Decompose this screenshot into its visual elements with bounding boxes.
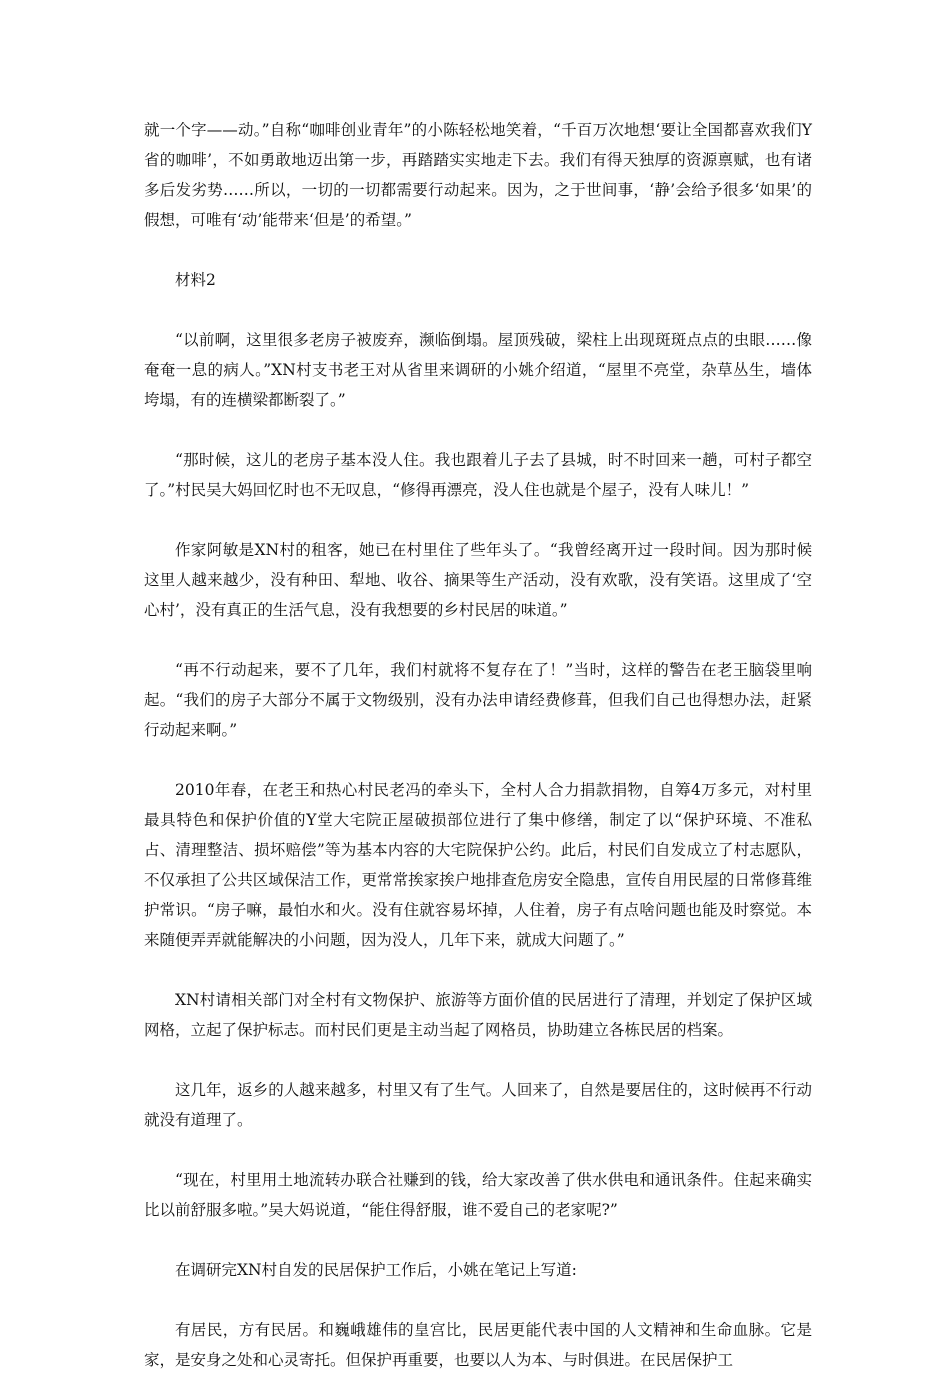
paragraph: “那时候，这儿的老房子基本没人住。我也跟着儿子去了县城，时不时回来一趟，可村子都空了。”村民吴大妈回忆时也不无叹息，“修得再漂亮，没人住也就是个屋子，没有人味儿！” <box>144 451 812 499</box>
paragraph: 这几年，返乡的人越来越多，村里又有了生气。人回来了，自然是要居住的，这时候再不行动就没有道理了。 <box>144 1081 812 1129</box>
paragraph: 在调研完XN村自发的民居保护工作后，小姚在笔记上写道: <box>175 1261 577 1279</box>
paragraph: “再不行动起来，要不了几年，我们村就将不复存在了！”当时，这样的警告在老王脑袋里响起。“我们的房子大部分不属于文物级别，没有办法申请经费修葺，但我们自己也得想办法，赶紧行动起来啊。” <box>144 661 812 739</box>
paragraph-intro: 就一个字——动。”自称“咖啡创业青年”的小陈轻松地笑着，“千百万次地想‘要让全国都喜欢我们Y省的咖啡’，不如勇敢地迈出第一步，再踏踏实实地走下去。我们有得天独厚的资源禀赋，也有诸多后发劣势……所以，一切的一切都需要行动起来。因为，之于世间事，‘静’会给予很多‘如果’的假想，可唯有‘动’能带来‘但是’的希望。” <box>144 121 812 229</box>
paragraph: “现在，村里用土地流转办联合社赚到的钱，给大家改善了供水供电和通讯条件。住起来确实比以前舒服多啦。”吴大妈说道，“能住得舒服，谁不爱自己的老家呢?” <box>144 1171 812 1219</box>
section-heading-material-2: 材料2 <box>175 271 216 289</box>
document-body <box>144 115 812 1375</box>
paragraph: “以前啊，这里很多老房子被废弃，濒临倒塌。屋顶残破，梁柱上出现斑斑点点的虫眼……像奄奄一息的病人。”XN村支书老王对从省里来调研的小姚介绍道，“屋里不亮堂，杂草丛生，墙体垮塌，有的连横梁都断裂了。” <box>144 331 812 409</box>
paragraph: 作家阿敏是XN村的租客，她已在村里住了些年头了。“我曾经离开过一段时间。因为那时候这里人越来越少，没有种田、犁地、收谷、摘果等生产活动，没有欢歌，没有笑语。这里成了‘空心村’，没有真正的生活气息，没有我想要的乡村民居的味道。” <box>144 541 812 619</box>
paragraph: XN村请相关部门对全村有文物保护、旅游等方面价值的民居进行了清理，并划定了保护区域网格，立起了保护标志。而村民们更是主动当起了网格员，协助建立各栋民居的档案。 <box>144 991 812 1039</box>
paragraph: 有居民，方有民居。和巍峨雄伟的皇宫比，民居更能代表中国的人文精神和生命血脉。它是家，是安身之处和心灵寄托。但保护再重要，也要以人为本、与时俱进。在民居保护工 <box>144 1321 812 1369</box>
paragraph: 2010年春，在老王和热心村民老冯的牵头下，全村人合力捐款捐物，自筹4万多元，对村里最具特色和保护价值的Y堂大宅院正屋破损部位进行了集中修缮，制定了以“保护环境、不准私占、清理整洁、损坏赔偿”等为基本内容的大宅院保护公约。此后，村民们自发成立了村志愿队，不仅承担了公共区域保洁工作，更常常挨家挨户地排查危房安全隐患，宣传自用民屋的日常修葺维护常识。“房子嘛，最怕水和火。没有住就容易坏掉，人住着，房子有点啥问题也能及时察觉。本来随便弄弄就能解决的小问题，因为没人，几年下来，就成大问题了。” <box>144 781 812 949</box>
